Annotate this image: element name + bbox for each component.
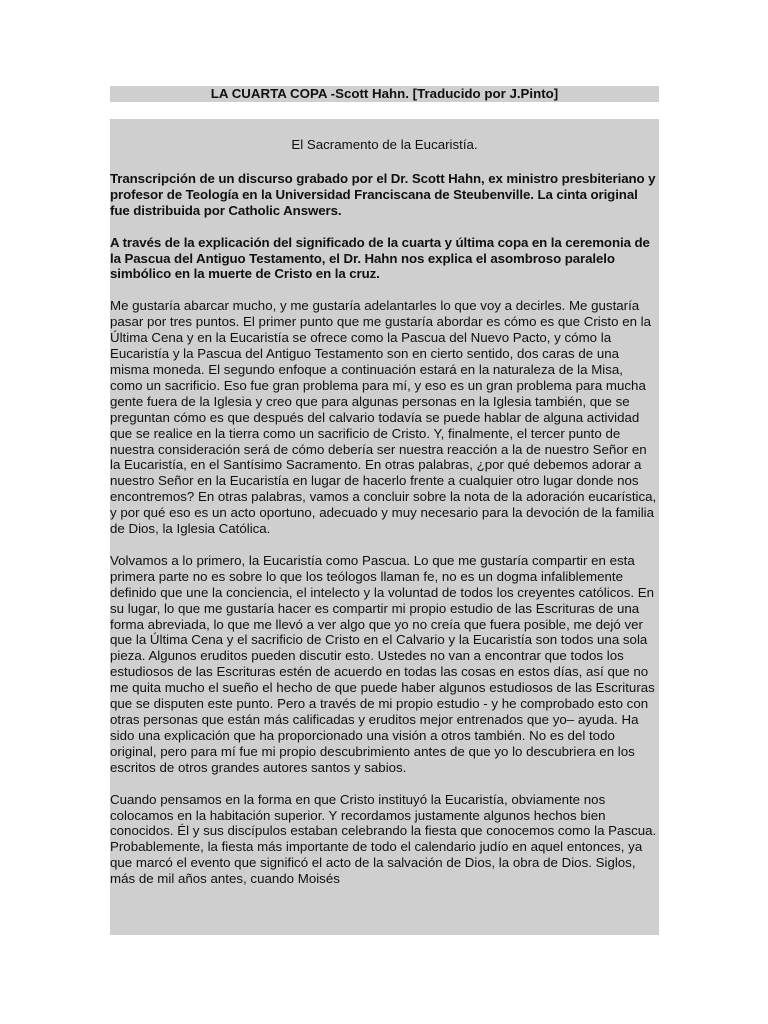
document-subtitle: El Sacramento de la Eucaristía. bbox=[291, 137, 478, 152]
body-paragraph-3: Cuando pensamos en la forma en que Cristo instituyó la Eucaristía, obviamente nos colocamos en la habitación superior. Y recordamos justamente algunos hechos bien conocidos. Él y sus discípulos estaban celebrando la fiesta que conocemos como la Pascua. Probablemente, la fiesta más importante de todo el calendario judío en aquel entonces, ya que marcó el evento que significó el acto de la salvación de Dios, la obra de Dios. Siglos, más de mil años antes, cuando Moisés bbox=[110, 791, 657, 887]
intro-paragraph-1: Transcripción de un discurso grabado por el Dr. Scott Hahn, ex ministro presbiteriano y profesor de Teología en la Universidad Franciscana de Steubenville. La cinta original fue distribuida por Catholic Answers. bbox=[110, 170, 656, 218]
body-paragraph-2: Volvamos a lo primero, la Eucaristía como Pascua. Lo que me gustaría compartir en esta primera parte no es sobre lo que los teólogos llaman fe, no es un dogma infaliblemente definido que une la conciencia, el intelecto y la voluntad de todos los creyentes católicos. En su lugar, lo que me gustaría hacer es compartir mi propio estudio de las Escrituras de una forma abreviada, lo que me llevó a ver algo que yo no creía que fuera posible, me dejó ver que la Última Cena y el sacrificio de Cristo en el Calvario y la Eucaristía son todos una sola pieza. Algunos eruditos pueden discutir esto. Ustedes no van a encontrar que todos los estudiosos de las Escrituras estén de acuerdo en todas las cosas en estos días, así que no me quita mucho el sueño el hecho de que puede haber algunos estudiosos de las Escrituras que se disputen este punto. Pero a través de mi propio estudio - y he comprobado esto con otras personas que están más calificadas y eruditos mejor entrenados que yo– ayuda. Ha sido una explicación que ha proporcionado una visión a otros también. No es del todo original, pero para mí fue mi propio descubrimiento antes de que yo lo descubriera en los escritos de otros grandes autores santos y sabios. bbox=[110, 552, 655, 775]
intro-paragraph-2: A través de la explicación del significado de la cuarta y última copa en la ceremonia de la Pascua del Antiguo Testamento, el Dr. Hahn nos explica el asombroso paralelo simbólico en la muerte de Cristo en la cruz. bbox=[110, 234, 650, 282]
document-title: LA CUARTA COPA -Scott Hahn. [Traducido por J.Pinto] bbox=[110, 86, 659, 102]
body-paragraph-1: Me gustaría abarcar mucho, y me gustaría adelantarles lo que voy a decirles. Me gustaría pasar por tres puntos. El primer punto que me gustaría abordar es cómo es que Cristo en la Última Cena y en la Eucaristía se ofrece como la Pascua del Nuevo Pacto, y cómo la Eucaristía y la Pascua del Antiguo Testamento son en cierto sentido, dos caras de una misma moneda. El segundo enfoque a continuación estará en la naturaleza de la Misa, como un sacrificio. Eso fue gran problema para mí, y eso es un gran problema para mucha gente fuera de la Iglesia y creo que para algunas personas en la Iglesia también, que se preguntan cómo es que después del calvario todavía se puede hablar de alguna actividad que se realice en la tierra como un sacrificio de Cristo. Y, finalmente, el tercer punto de nuestra consideración será de cómo debería ser nuestra reacción a la de nuestro Señor en la Eucaristía, en el Santísimo Sacramento. En otras palabras, ¿por qué debemos adorar a nuestro Señor en la Eucaristía en lugar de hacerlo frente a cualquier otro lugar donde nos encontremos? En otras palabras, vamos a concluir sobre la nota de la adoración eucarística, y por qué eso es un acto oportuno, adecuado y muy necesario para la devoción de la familia de Dios, la Iglesia Católica. bbox=[110, 298, 657, 537]
document-body bbox=[110, 119, 659, 935]
